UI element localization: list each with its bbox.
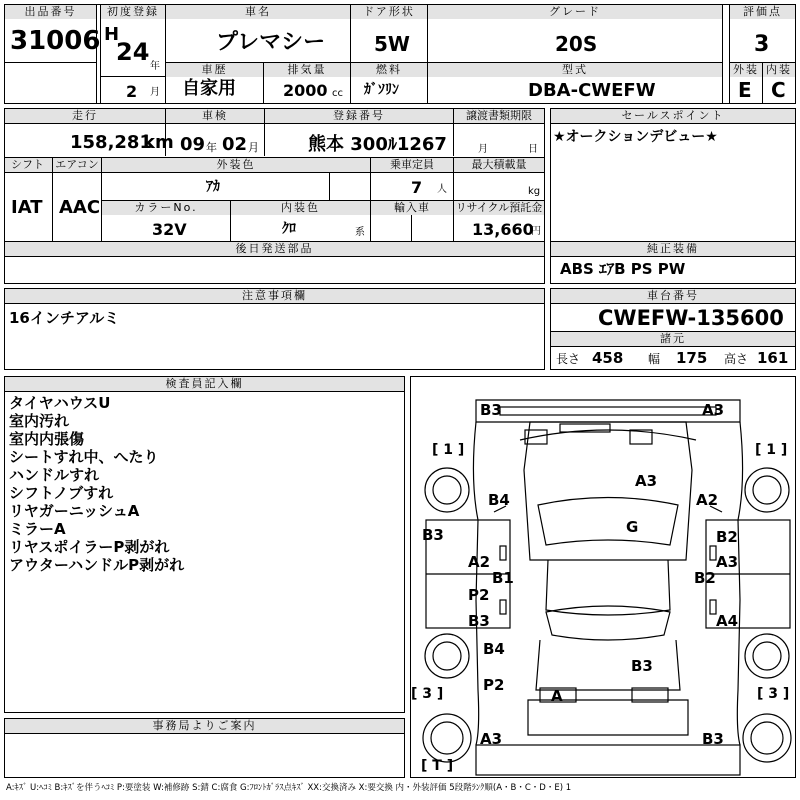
grade: 20S <box>555 32 598 56</box>
exterior-color: ｱｶ <box>206 179 220 195</box>
interior-header: 内装 <box>763 63 795 77</box>
damage-mark: A4 <box>716 612 739 630</box>
history: 自家用 <box>182 78 236 99</box>
tire-rear-right: [ 3 ] <box>757 686 790 702</box>
lot-no-header: 出品番号 <box>5 5 96 19</box>
damage-mark: P2 <box>483 676 505 694</box>
length-label: 長さ <box>556 352 581 366</box>
capacity-unit: 人 <box>437 184 447 195</box>
inspection-year-unit: 年 <box>206 141 217 154</box>
inspector-header: 検査員記入欄 <box>5 377 404 391</box>
interior-color-unit: 系 <box>355 227 365 238</box>
inspection-year: 09 <box>180 134 206 155</box>
deadline-day-unit: 日 <box>528 144 538 155</box>
spare-tire: [ T ] <box>421 758 454 774</box>
grade-header: グレード <box>428 5 722 19</box>
sales-point-header: セールスポイント <box>551 109 795 123</box>
shift-value: IAT <box>11 197 43 218</box>
mileage: 158,281 <box>70 132 152 153</box>
damage-mark: P2 <box>468 586 490 604</box>
aircon-header: エアコン <box>53 158 101 172</box>
chassis-number: CWEFW-135600 <box>598 306 784 330</box>
damage-mark: B4 <box>488 491 510 509</box>
score-header: 評価点 <box>730 5 795 19</box>
exterior-header: 外装 <box>730 63 762 77</box>
int-color-header: 内装色 <box>231 201 370 215</box>
lot-number: 31006 <box>10 26 101 56</box>
door-type: 5W <box>374 32 410 56</box>
note-line: アウターハンドルP剥がれ <box>9 556 185 574</box>
car-diagram <box>410 376 796 778</box>
damage-mark: B3 <box>631 657 653 675</box>
width: 175 <box>676 349 708 367</box>
interior-color: ｸﾛ <box>282 221 296 237</box>
note-line: タイヤハウスU <box>9 394 111 412</box>
car-name: プレマシー <box>216 30 326 55</box>
height: 161 <box>757 349 789 367</box>
deadline-header: 譲渡書類期限 <box>454 109 544 123</box>
note-line: ミラーA <box>9 520 66 538</box>
color-no-header: カラーNo. <box>102 201 230 215</box>
damage-mark: B1 <box>492 569 514 587</box>
load-unit: kg <box>528 186 541 197</box>
displacement-unit: cc <box>332 88 343 99</box>
reg-year: 24 <box>116 38 150 66</box>
damage-mark: B2 <box>694 569 716 587</box>
tire-front-right: [ 1 ] <box>755 442 788 458</box>
interior-grade: C <box>771 78 786 102</box>
ext-color-header: 外装色 <box>102 158 370 172</box>
damage-mark: A <box>551 687 563 705</box>
damage-mark: A2 <box>696 491 719 509</box>
inspection-month-unit: 月 <box>248 141 259 154</box>
exterior-grade: E <box>738 78 752 102</box>
displacement-header: 排気量 <box>264 63 350 77</box>
mileage-unit: km <box>143 132 174 153</box>
note-line: リヤガーニッシュA <box>9 502 140 520</box>
recycle-header: リサイクル預託金 <box>455 201 543 214</box>
damage-mark: B4 <box>483 640 505 658</box>
note-line: 室内汚れ <box>9 412 70 430</box>
tire-front-left: [ 1 ] <box>432 442 465 458</box>
damage-mark: B3 <box>480 401 502 419</box>
later-parts-header: 後日発送部品 <box>5 242 544 256</box>
reg-month-unit: 月 <box>150 87 160 98</box>
max-load-header: 最大積載量 <box>454 158 544 172</box>
inspector-notes <box>9 394 399 574</box>
color-number: 32V <box>152 220 187 239</box>
caution-text: 16インチアルミ <box>9 309 120 327</box>
sales-point: ★オークションデビュー★ <box>553 129 718 145</box>
reg-year-unit: 年 <box>150 61 160 72</box>
recycle-fee-unit: 円 <box>531 226 541 237</box>
caution-header: 注意事項欄 <box>5 289 544 303</box>
capacity-header: 乗車定員 <box>371 158 453 172</box>
model-type: DBA-CWEFW <box>528 80 656 101</box>
damage-mark: B3 <box>702 730 724 748</box>
damage-mark: A3 <box>702 401 725 419</box>
shift-header: シフト <box>5 158 52 172</box>
reg-month: 2 <box>126 82 138 101</box>
damage-mark: A2 <box>468 553 491 571</box>
mileage-header: 走行 <box>5 109 165 123</box>
door-header: ドア形状 <box>351 5 427 19</box>
car-name-header: 車名 <box>166 5 350 19</box>
score: 3 <box>754 32 770 57</box>
note-line: シートすれ中、へたり <box>9 448 159 466</box>
history-header: 車歴 <box>166 63 263 77</box>
equipment: ABS ｴｱB PS PW <box>560 260 686 278</box>
damage-mark: A3 <box>716 553 739 571</box>
era-letter: H <box>104 24 120 45</box>
import-header: 輸入車 <box>371 201 453 215</box>
inspection-header: 車検 <box>166 109 264 123</box>
capacity: 7 <box>411 178 423 197</box>
note-line: 室内内張傷 <box>9 430 85 448</box>
first-reg-header: 初度登録 <box>101 5 165 19</box>
length: 458 <box>592 349 624 367</box>
office-header: 事務局よりご案内 <box>5 719 404 733</box>
deadline-month-unit: 月 <box>478 144 488 155</box>
model-type-header: 型式 <box>428 63 722 77</box>
note-line: ハンドルすれ <box>9 466 100 484</box>
note-line: リヤスポイラーP剥がれ <box>9 538 170 556</box>
displacement: 2000 <box>283 81 328 100</box>
damage-mark: A3 <box>480 730 503 748</box>
chassis-header: 車台番号 <box>551 289 795 303</box>
note-line: シフトノブすれ <box>9 484 114 502</box>
damage-mark: B3 <box>422 526 444 544</box>
height-label: 高さ <box>724 352 749 366</box>
fuel-header: 燃料 <box>351 63 427 77</box>
width-label: 幅 <box>648 352 661 366</box>
damage-mark: B3 <box>468 612 490 630</box>
specs-header: 諸元 <box>551 332 795 346</box>
damage-mark: G <box>626 518 639 536</box>
inspection-month: 02 <box>222 134 248 155</box>
recycle-fee: 13,660 <box>472 220 534 239</box>
damage-mark: B2 <box>716 528 738 546</box>
aircon-value: AAC <box>59 197 101 218</box>
tire-rear-left: [ 3 ] <box>411 686 444 702</box>
fuel: ｶﾞｿﾘﾝ <box>364 82 399 98</box>
legend: A:ｷｽﾞ U:ﾍｺﾐ B:ｷｽﾞを伴うﾍｺﾐ P:要塗装 W:補修跡 S:錆 C:腐食 G:ﾌﾛﾝﾄｶﾞﾗｽ点ｷｽﾞ XX:交換済み X:要交換 内・外装評価 5段階ﾗﾝｸ順(A・B・C・D・E) 1 <box>6 783 572 793</box>
damage-mark: A3 <box>635 472 658 490</box>
reg-no-header: 登録番号 <box>265 109 453 123</box>
registration-number: 熊本 300ﾙ1267 <box>308 134 447 155</box>
equipment-header: 純正装備 <box>551 242 795 256</box>
